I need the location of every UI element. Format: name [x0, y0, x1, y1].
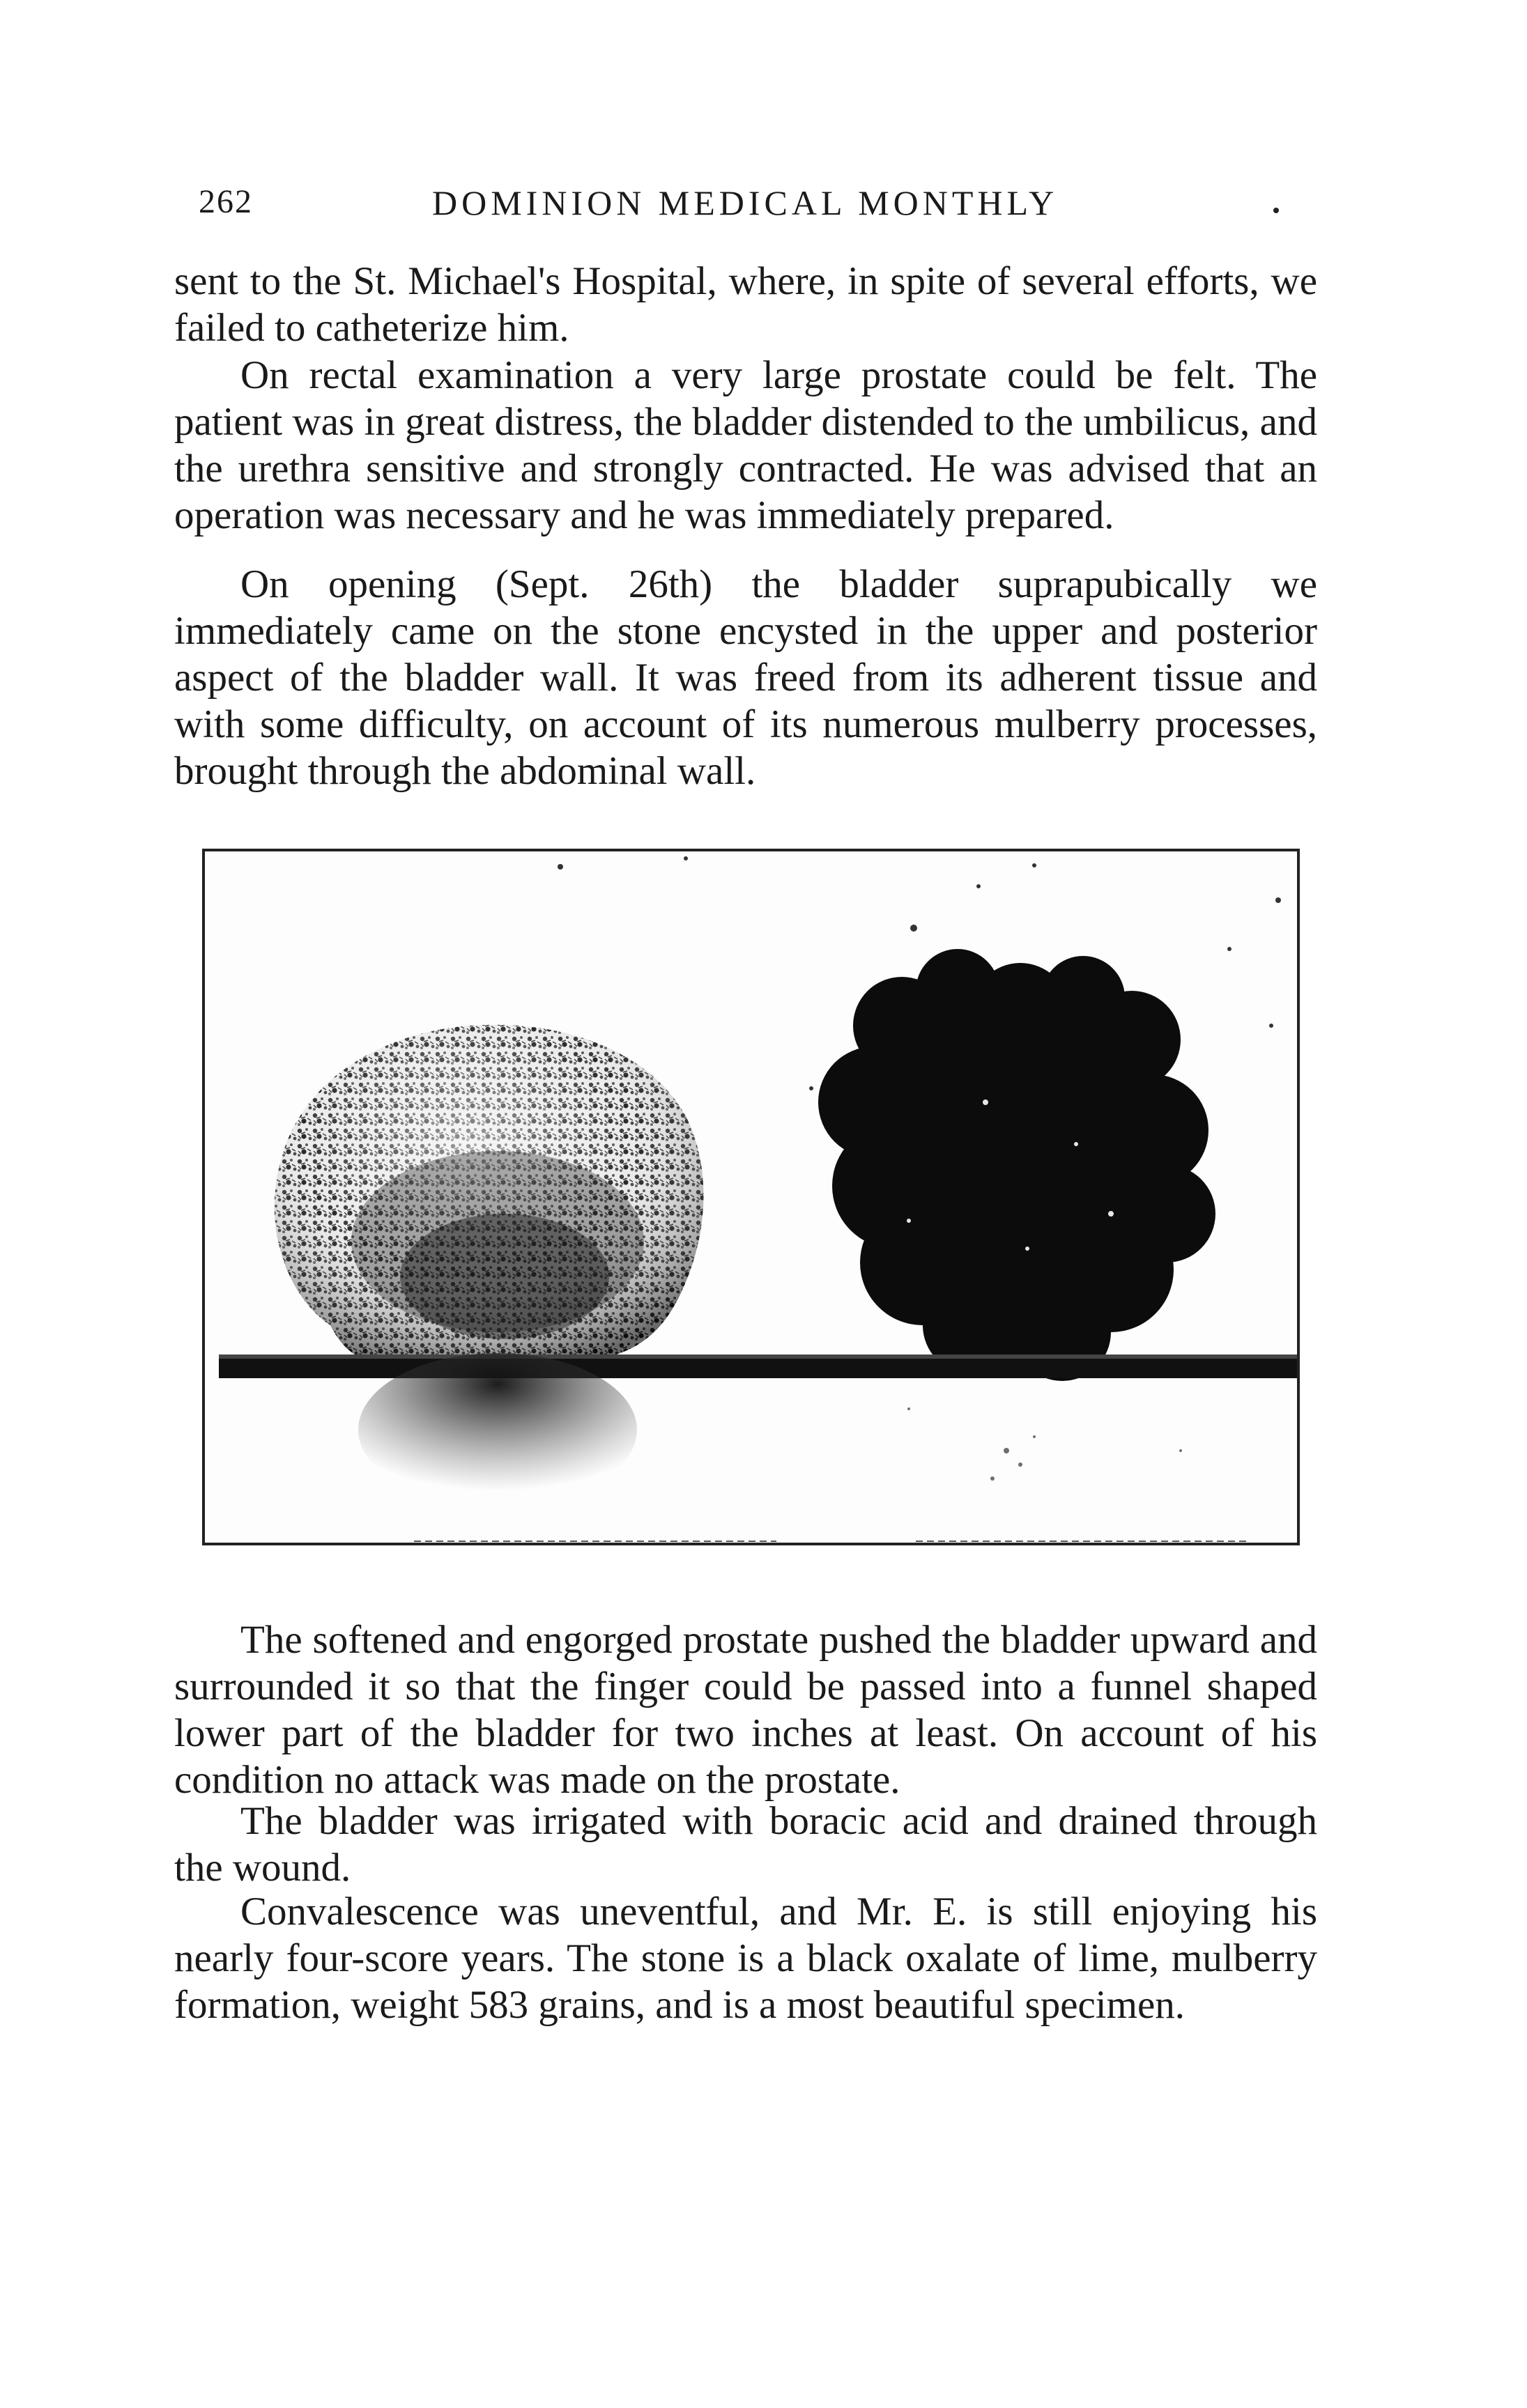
table-edge — [219, 1359, 1297, 1378]
stone-right — [818, 949, 1215, 1381]
paragraph-6: Convalescence was uneventful, and Mr. E. is still enjoying his nearly four-score years. The stone is a black oxalate of lime, mulberry formation, weight 583 grains, and is a most beautiful specimen. — [174, 1890, 1317, 2027]
paragraph-1: sent to the St. Michael's Hospital, where, in spite of several efforts, we failed to catheterize him. — [174, 259, 1317, 350]
paragraph-5: The bladder was irrigated with boracic acid and drained through the wound. — [174, 1799, 1317, 1890]
page-header — [199, 183, 1307, 231]
paragraph-3: On opening (Sept. 26th) the bladder suprapubically we immediately came on the stone encysted in the upper and posterior aspect of the bladder wall. It was freed from its adherent tissue and with some difficulty, on account of its numerous mulberry processes, brought through the abdominal wall. — [174, 562, 1317, 793]
bladder-stone-photograph — [202, 849, 1300, 1545]
paragraph-4: The softened and engorged prostate pushed the bladder upward and surrounded it so that the finger could be passed into a funnel shaped lower part of the bladder for two inches at least. On account of his condition no attack was made on the prostate. — [174, 1618, 1317, 1802]
paragraph-2: On rectal examination a very large prostate could be felt. The patient was in great distress, the bladder distended to the umbilicus, and the urethra sensitive and strongly contracted. He was advised that an operation was necessary and he was immediately prepared. — [174, 353, 1317, 537]
stone-left — [275, 1025, 704, 1360]
running-title: DOMINION MEDICAL MONTHLY — [432, 183, 1059, 222]
page-number: 262 — [199, 183, 253, 220]
stone-shadow — [358, 1353, 637, 1506]
header-dot — [1273, 208, 1279, 213]
